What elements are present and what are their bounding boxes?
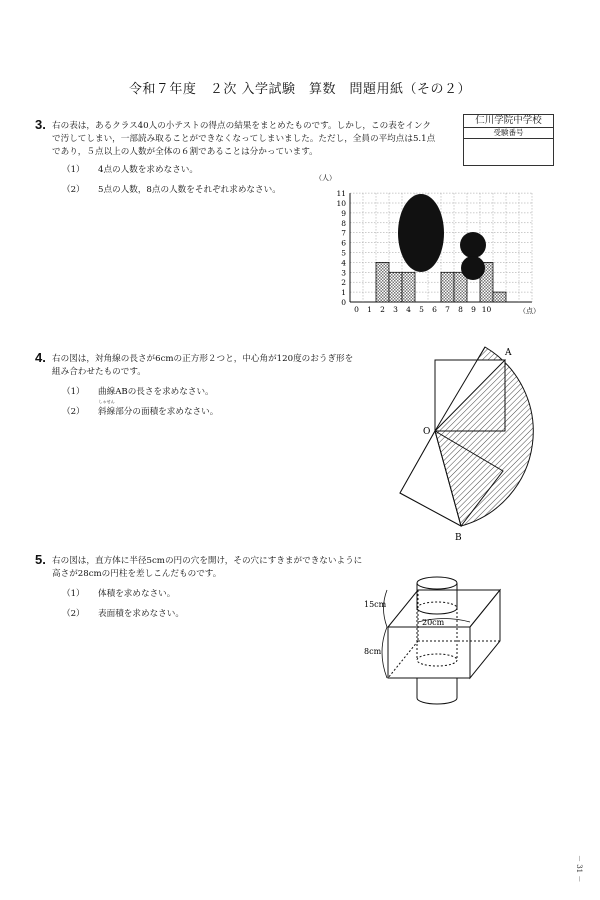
q4-text-line: 右の図は，対角線の長さが6cmの正方形２つと，中心角が120度のおうぎ形を	[52, 354, 354, 364]
histogram-bar	[402, 272, 415, 302]
y-tick-label: 8	[341, 218, 346, 228]
ink-blots	[398, 194, 486, 280]
q3-text-line: 右の表は，あるクラス40人の小テストの得点の結果をまとめたものです。しかし，この表をインク	[52, 121, 432, 131]
q3-text-line: で汚してしまい，一部読み取ることができなくなってしまいました。ただし，全員の平均点は5.1点	[52, 134, 436, 144]
y-tick-label: 2	[341, 278, 346, 288]
y-tick-label: 10	[336, 199, 346, 208]
y-tick-label: 11	[336, 189, 346, 199]
q4-text	[52, 353, 353, 379]
q5-number: 5.	[35, 552, 46, 567]
exam-number-field[interactable]	[464, 139, 553, 167]
x-tick-label: 7	[445, 305, 450, 314]
q3-sub1	[62, 163, 198, 175]
dim-label-15cm: 15cm	[364, 600, 387, 609]
cylinder-hole-edge	[417, 608, 457, 614]
page-number: － 31 －	[575, 855, 583, 883]
school-name: 仁川学院中学校	[464, 115, 553, 128]
y-tick-label: 7	[341, 228, 346, 238]
x-tick-label: 1	[367, 305, 372, 314]
y-tick-label: 9	[341, 208, 346, 218]
histogram-bar	[493, 292, 506, 302]
x-tick-label: 5	[419, 305, 424, 314]
q4-sub2-rest: 部分の面積を求めなさい。	[115, 407, 219, 417]
q5-sub1-text: 体積を求めなさい。	[98, 589, 176, 599]
y-tick-label: 3	[341, 268, 346, 278]
x-tick-label: 10	[481, 305, 492, 314]
q3-text-line: であり，５点以上の人数が全体の６割であることは分かっています。	[52, 147, 318, 157]
x-tick-labels	[354, 305, 491, 314]
q5-sub1	[62, 587, 175, 599]
label-B: B	[455, 533, 462, 543]
x-tick-label: 3	[393, 305, 398, 314]
dim-brace	[382, 627, 387, 678]
x-tick-label: 0	[354, 305, 359, 314]
y-tick-label: 0	[341, 298, 346, 307]
y-tick-label: 1	[341, 288, 346, 298]
exam-number-label: 受験番号	[464, 128, 553, 139]
ink-blot	[460, 232, 486, 258]
y-tick-label: 6	[341, 238, 346, 248]
q4-sub1-text: 曲線ABの長さを求めなさい。	[98, 387, 214, 397]
label-O: O	[423, 427, 431, 437]
x-tick-label: 8	[458, 305, 463, 314]
q4-sub2	[62, 399, 219, 417]
q3-sub2-text: 5点の人数，8点の人数をそれぞれ求めなさい。	[98, 185, 281, 195]
x-axis-unit: （点）	[519, 307, 540, 315]
box-right-face	[470, 590, 500, 678]
q5-sub1-num: （1）	[62, 589, 85, 599]
q5-text-line: 高さが28cmの円柱を差しこんだものです。	[52, 569, 222, 579]
q5-sub2-num: （2）	[62, 609, 85, 619]
y-tick-label: 5	[341, 248, 346, 258]
q5-text-line: 右の図は，直方体に半径5cmの円の穴を開け，その穴にすきまができないように	[52, 556, 363, 566]
y-tick-label: 4	[341, 258, 346, 268]
q3-sub2	[62, 183, 281, 195]
cylinder-hole-edge	[417, 602, 457, 608]
ink-blot	[461, 256, 485, 280]
q3-sub1-text: 4点の人数を求めなさい。	[98, 165, 198, 175]
q5-text	[52, 555, 362, 581]
q3-number: 3.	[35, 117, 46, 132]
cylinder-bottom	[417, 698, 457, 704]
x-tick-label: 4	[406, 305, 411, 314]
x-tick-label: 6	[432, 305, 437, 314]
q3-sub2-num: （2）	[62, 185, 85, 195]
q4-sub1	[62, 385, 214, 397]
label-A: A	[505, 348, 512, 358]
q3-text	[52, 120, 435, 159]
histogram-bar	[441, 272, 454, 302]
page-title: 令和７年度 ２次 入学試験 算数 問題用紙（その２）	[128, 82, 472, 97]
q5-figure	[360, 570, 510, 710]
y-tick-labels	[336, 189, 346, 307]
cylinder-top	[417, 577, 457, 589]
dim-label-20cm: 20cm	[422, 618, 445, 627]
histogram-bar	[376, 262, 389, 302]
q3-sub1-num: （1）	[62, 165, 85, 175]
q4-number: 4.	[35, 350, 46, 365]
q4-figure	[395, 345, 565, 545]
x-tick-label: 9	[471, 305, 476, 314]
q5-sub2	[62, 607, 184, 619]
y-axis-unit: （人）	[315, 174, 336, 182]
q4-sub1-num: （1）	[62, 387, 85, 397]
ink-blot	[398, 194, 444, 272]
box-front-face	[388, 627, 470, 678]
x-tick-label: 2	[380, 305, 385, 314]
exam-number-box	[463, 114, 554, 166]
dim-label-8cm: 8cm	[364, 647, 382, 656]
q4-sub2-ruby: しゃせん	[98, 399, 115, 404]
histogram-chart	[310, 172, 545, 317]
histogram-bar	[389, 272, 402, 302]
q4-sub2-word: しゃせん 斜線	[98, 399, 116, 417]
q5-sub2-text: 表面積を求めなさい。	[98, 609, 184, 619]
q4-sub2-num: （2）	[62, 407, 85, 417]
q4-text-line: 組み合わせたものです。	[52, 367, 146, 377]
